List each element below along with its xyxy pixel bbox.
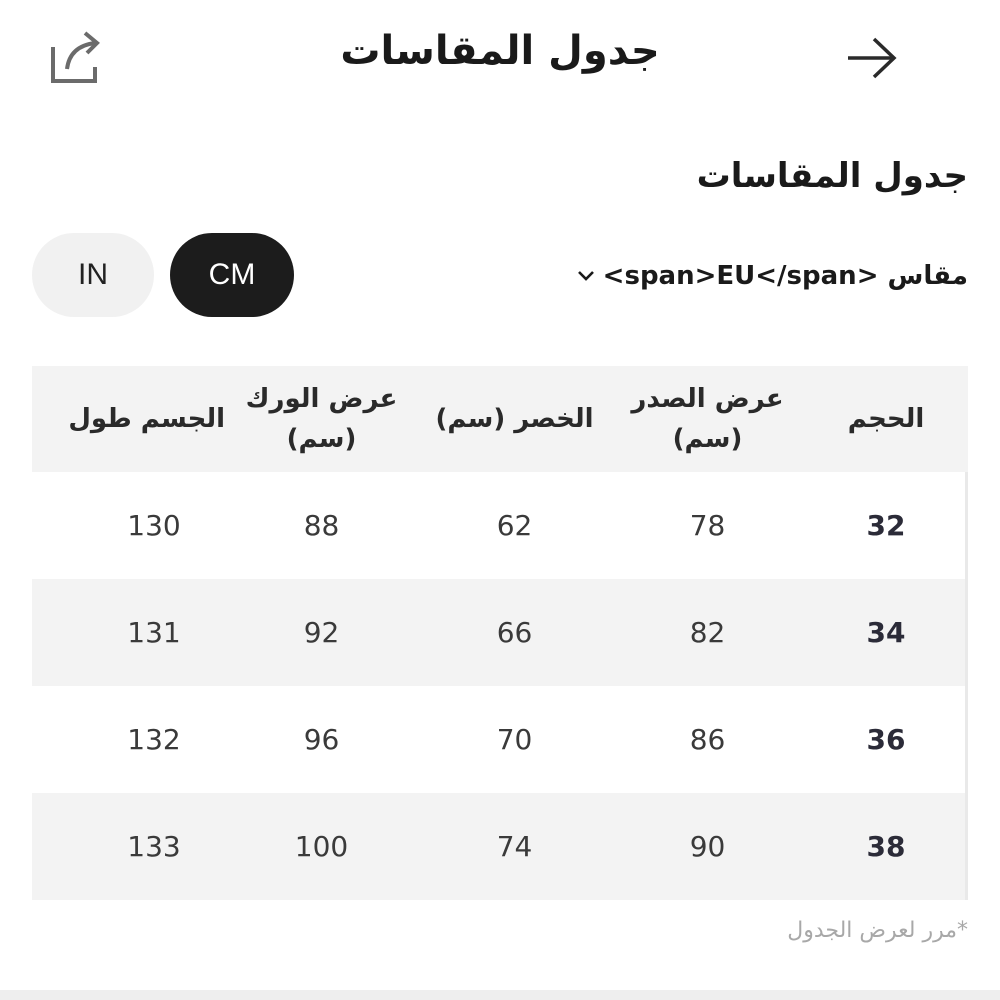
table-row	[32, 793, 968, 900]
cell-size: 32	[866, 509, 906, 542]
cell-hip: 88	[303, 509, 340, 542]
cell-waist: 66	[496, 616, 533, 649]
cell-size: 36	[866, 723, 906, 756]
chevron-down-icon	[575, 265, 597, 287]
cell-body-length: 132	[127, 723, 181, 756]
table-row	[32, 579, 968, 686]
header-size: الحجم	[847, 404, 925, 434]
back-button[interactable]	[840, 28, 904, 88]
page-title: جدول المقاسات	[340, 28, 660, 74]
header-hip: عرض الورك (سم)	[245, 384, 398, 454]
header-chest: عرض الصدر (سم)	[631, 384, 784, 454]
unit-toggle-in[interactable]: IN	[32, 233, 154, 317]
header-body-length: الجسم طول	[68, 404, 225, 434]
header-waist: الخصر (سم)	[435, 404, 594, 434]
top-bar	[0, 0, 1000, 120]
bottom-divider	[0, 990, 1000, 1000]
size-system-label: مقاس <span>EU</span>	[602, 261, 968, 291]
section-title: جدول المقاسات	[696, 156, 968, 196]
cell-chest: 78	[689, 509, 726, 542]
cell-chest: 82	[689, 616, 726, 649]
table-row	[32, 686, 968, 793]
cell-size: 34	[866, 616, 906, 649]
table-row	[32, 472, 968, 579]
cell-waist: 74	[496, 830, 533, 863]
cell-body-length: 130	[127, 509, 181, 542]
cell-chest: 86	[689, 723, 726, 756]
table-scroll-edge	[965, 472, 968, 900]
size-system-dropdown[interactable]	[575, 256, 968, 296]
table-header-row	[32, 366, 968, 472]
cell-size: 38	[866, 830, 906, 863]
size-table	[32, 366, 968, 900]
cell-body-length: 131	[127, 616, 181, 649]
cell-body-length: 133	[127, 830, 181, 863]
cell-chest: 90	[689, 830, 726, 863]
cell-hip: 92	[303, 616, 340, 649]
arrow-right-icon	[846, 36, 898, 80]
cell-waist: 62	[496, 509, 533, 542]
cell-hip: 96	[303, 723, 340, 756]
scroll-hint: *مرر لعرض الجدول	[787, 918, 968, 943]
cell-waist: 70	[496, 723, 533, 756]
cell-hip: 100	[294, 830, 349, 863]
unit-toggle-cm[interactable]: CM	[170, 233, 294, 317]
